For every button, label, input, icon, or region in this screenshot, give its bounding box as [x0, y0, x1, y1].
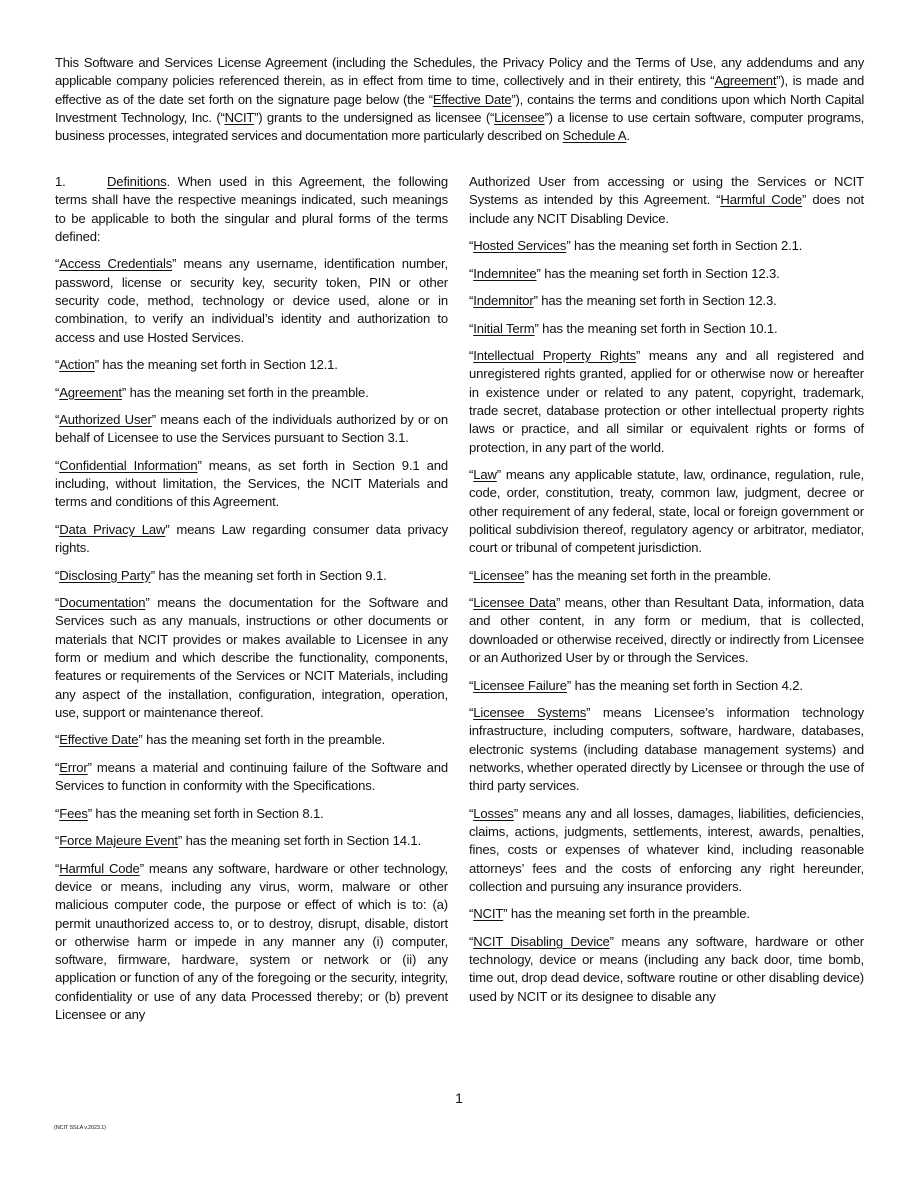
left-column — [55, 173, 448, 1034]
preamble-text: . — [626, 128, 630, 144]
definition-item — [55, 384, 448, 402]
definition-item — [55, 805, 448, 823]
definition-text: ” has the meaning set forth in the preamble. — [503, 906, 750, 922]
defined-term: Hosted Services — [473, 238, 567, 254]
definition-text: ” has the meaning set forth in Section 9.1. — [150, 567, 387, 583]
open-quote: “ — [55, 595, 60, 611]
definition-text: ” means each of the individuals authorized by or on behalf of Licensee to use the Services pursuant to Section 3.1. — [55, 412, 449, 446]
definition-text: ” means, other than Resultant Data, information, data and other content, in any form or medium, that is collected, downloaded or otherwise received, directly or indirectly from Licensee or an Authorized User by or through the Services. — [469, 595, 864, 666]
definition-item — [55, 731, 448, 749]
definition-item — [55, 521, 448, 558]
preamble-paragraph — [55, 54, 864, 145]
definition-text: ” has the meaning set forth in the preamble. — [121, 384, 369, 400]
defined-term: Access Credentials — [59, 256, 173, 272]
defined-term-ncit: NCIT — [224, 109, 255, 125]
definition-text: ” has the meaning set forth in Section 4.2. — [566, 677, 803, 693]
definition-text: ” means any username, identification number, password, license or security key, security token, PIN or other security code, method, technology or device used, alone or in combination, to verify an individual’s identity and authorization to access and use Hosted Services. — [55, 256, 448, 345]
document-version-footer: (NCIT SSLA v.2023.1) — [54, 1125, 106, 1131]
definition-item — [469, 347, 864, 457]
definition-item — [469, 704, 864, 795]
definition-text: ” means, as set forth in Section 9.1 and including, without limitation, the Services, the NCIT Materials and terms and conditions of this Agreement. — [55, 457, 448, 510]
preamble-text: ”) grants to the undersigned as licensee (“ — [254, 109, 495, 125]
defined-term: NCIT Disabling Device — [473, 933, 610, 949]
preamble-text: This Software and Services License Agreement (including the Schedules, the Privacy Policy and the Terms of Use, any addendums and any applicable company policies referenced therein, as in effect from time to time, collectively and in their entirety, this “ — [55, 55, 864, 89]
definition-item — [55, 594, 448, 722]
defined-term-effective-date: Effective Date — [432, 91, 512, 107]
definition-item — [55, 255, 448, 346]
open-quote: “ — [469, 466, 474, 482]
continued-definition — [469, 173, 864, 228]
defined-term: Confidential Information — [59, 457, 198, 473]
definition-item — [469, 594, 864, 667]
definition-item — [55, 860, 448, 1025]
definition-item — [469, 905, 864, 923]
defined-term: Licensee Data — [473, 595, 557, 611]
definition-text: ” means the documentation for the Software and Services such as any manuals, instructions or other documents or materials that NCIT provides or makes available to Licensee in any form or medium and which describe the functionality, components, features or requirements of the Services or NCIT Materials, including any aspect of the installation, configuration, integration, operation, use, support or maintenance thereof. — [55, 595, 448, 720]
definition-item — [55, 457, 448, 512]
defined-term: Agreement — [59, 384, 122, 400]
definition-text: ” means Licensee’s information technology infrastructure, including computers, software, hardware, databases, electronic systems (including database management systems) and networks, whether operated directly by Licensee or through the use of third party services. — [469, 705, 864, 794]
open-quote: “ — [469, 933, 474, 949]
definition-item — [469, 567, 864, 585]
definition-item — [469, 466, 864, 557]
open-quote: “ — [55, 860, 60, 876]
open-quote: “ — [469, 805, 474, 821]
definition-text: ” means any software, hardware or other technology, device or means (including any back door, time bomb, time out, drop dead device, software routine or other disabling device) used by NCIT or its designee to disable any — [469, 933, 864, 1004]
preamble-text: ”) a license to use certain software, computer programs, business processes, integrated services and documentation more particularly described on — [55, 109, 864, 144]
definition-item — [469, 805, 864, 896]
defined-term: Action — [59, 357, 95, 373]
defined-term-agreement: Agreement — [714, 73, 777, 89]
section-1-paragraph — [55, 173, 448, 246]
definition-text: ” means a material and continuing failure of the Software and Services to function in conformity with the Specifications. — [55, 759, 448, 794]
defined-term: Fees — [59, 805, 88, 821]
definition-item — [55, 567, 448, 585]
open-quote: “ — [469, 238, 474, 254]
definition-item — [55, 832, 448, 850]
defined-term: Indemnitor — [473, 293, 534, 309]
definition-text: ” has the meaning set forth in the preamble. — [524, 567, 772, 583]
definition-item — [469, 320, 864, 338]
defined-term: Law — [473, 466, 497, 482]
defined-term: Data Privacy Law — [59, 521, 166, 537]
defined-term: Error — [59, 759, 88, 775]
definition-text: ” has the meaning set forth in Section 14.1. — [177, 833, 421, 849]
open-quote: “ — [55, 357, 60, 373]
defined-term: Licensee — [473, 567, 525, 583]
open-quote: “ — [469, 677, 474, 693]
definition-text: ” has the meaning set forth in Section 10.1. — [534, 320, 778, 336]
section-text: . When used in this Agreement, the following terms shall have the respective meanings indicated, such meanings to be applicable to both the singular and plural forms of the terms defined: — [55, 174, 448, 244]
definition-text: ” means Law regarding consumer data privacy rights. — [55, 521, 448, 556]
defined-term: Authorized User — [59, 412, 152, 428]
open-quote: “ — [55, 256, 60, 272]
definition-item — [469, 237, 864, 255]
preamble-text: ”), is made and effective as of the date set forth on the signature page below (the “ — [55, 73, 864, 107]
left-definitions-list — [55, 255, 448, 1024]
definition-text: ” has the meaning set forth in Section 12.1. — [94, 357, 338, 373]
open-quote: “ — [469, 906, 474, 922]
defined-term: Intellectual Property Rights — [473, 348, 636, 364]
definition-item — [55, 411, 448, 448]
definition-text: ” means any and all registered and unregistered rights granted, applied for or otherwise now or hereafter in existence under or related to any patent, copyright, trademark, trade secret, database protection or other intellectual property rights laws or practice, and all similar or equivalent rights or forms of protection, in any part of the world. — [469, 348, 864, 455]
definition-item — [469, 933, 864, 1006]
definition-text: ” has the meaning set forth in the preamble. — [138, 732, 386, 748]
definition-item — [55, 356, 448, 374]
defined-term: Licensee Systems — [473, 705, 587, 720]
open-quote: “ — [469, 567, 474, 583]
defined-term: Force Majeure Event — [59, 833, 178, 849]
definition-text: ” has the meaning set forth in Section 12.3. — [533, 293, 777, 309]
open-quote: “ — [469, 705, 474, 720]
defined-term: NCIT — [473, 906, 504, 922]
open-quote: “ — [55, 521, 60, 537]
defined-term: Harmful Code — [59, 860, 140, 876]
schedule-a-link[interactable]: Schedule A — [562, 128, 627, 144]
definition-text: ” does not include any NCIT Disabling Device. — [469, 192, 864, 226]
defined-term-licensee: Licensee — [494, 109, 545, 125]
definition-text: ” means any software, hardware or other technology, device or means, including any virus, worm, malware or other malicious computer code, the purpose or effect of which is to: (a) permit unauthorized access to, or to destroy, disrupt, disable, distort or otherwise harm or impede in any manner any (i) computer, software, firmware, hardware, system or network or (ii) any application or function of any of the foregoing or the security, integrity, confidentiality or use of any data Processed thereby; or (b) prevent Licensee or any — [55, 860, 448, 1023]
definition-item — [469, 292, 864, 310]
definition-item — [55, 759, 448, 796]
open-quote: “ — [469, 595, 474, 611]
preamble-text: ”), contains the terms and conditions upon which North Capital Investment Technology, Inc. (“ — [55, 91, 864, 125]
definition-text: ” has the meaning set forth in Section 12.3. — [536, 265, 780, 281]
defined-term: Documentation — [59, 595, 146, 611]
open-quote: “ — [469, 265, 474, 281]
open-quote: “ — [55, 732, 60, 748]
open-quote: “ — [55, 805, 60, 821]
open-quote: “ — [55, 567, 60, 583]
right-definitions-list — [469, 237, 864, 1006]
open-quote: “ — [55, 457, 60, 473]
open-quote: “ — [55, 833, 60, 849]
definition-item — [469, 677, 864, 695]
open-quote: “ — [469, 293, 474, 309]
definition-text: Authorized User from accessing or using the Services or NCIT Systems as intended by this Agreement. “ — [469, 174, 864, 208]
open-quote: “ — [469, 348, 474, 364]
defined-term: Harmful Code — [720, 192, 802, 208]
defined-term: Effective Date — [59, 732, 139, 748]
open-quote: “ — [55, 384, 60, 400]
defined-term: Disclosing Party — [59, 567, 151, 583]
open-quote: “ — [469, 320, 474, 336]
definition-text: ” means any and all losses, damages, liabilities, deficiencies, claims, actions, judgments, settlements, interest, awards, penalties, fines, costs or expenses of whatever kind, including reasonable attorneys’ fees and the costs of enforcing any right hereunder, collection and pursuing any insurance providers. — [469, 805, 864, 894]
defined-term: Licensee Failure — [473, 677, 567, 693]
defined-term: Initial Term — [473, 320, 535, 336]
section-number: 1. — [55, 174, 66, 189]
right-column — [469, 173, 864, 1015]
definition-item — [469, 265, 864, 283]
open-quote: “ — [55, 412, 60, 428]
definition-text: ” has the meaning set forth in Section 8.1. — [87, 805, 324, 821]
page-number: 1 — [455, 1090, 463, 1106]
defined-term: Losses — [473, 805, 514, 821]
open-quote: “ — [55, 759, 60, 775]
defined-term: Indemnitee — [473, 265, 537, 281]
definition-text: ” means any applicable statute, law, ordinance, regulation, rule, code, order, constitution, treaty, common law, judgment, decree or other requirement of any federal, state, local or foreign government or political subdivision thereof, regulatory agency or arbitrator, mediator, court or tribunal of competent jurisdiction. — [469, 466, 864, 556]
section-heading: Definitions — [107, 174, 167, 189]
definition-text: ” has the meaning set forth in Section 2.1. — [566, 238, 803, 254]
